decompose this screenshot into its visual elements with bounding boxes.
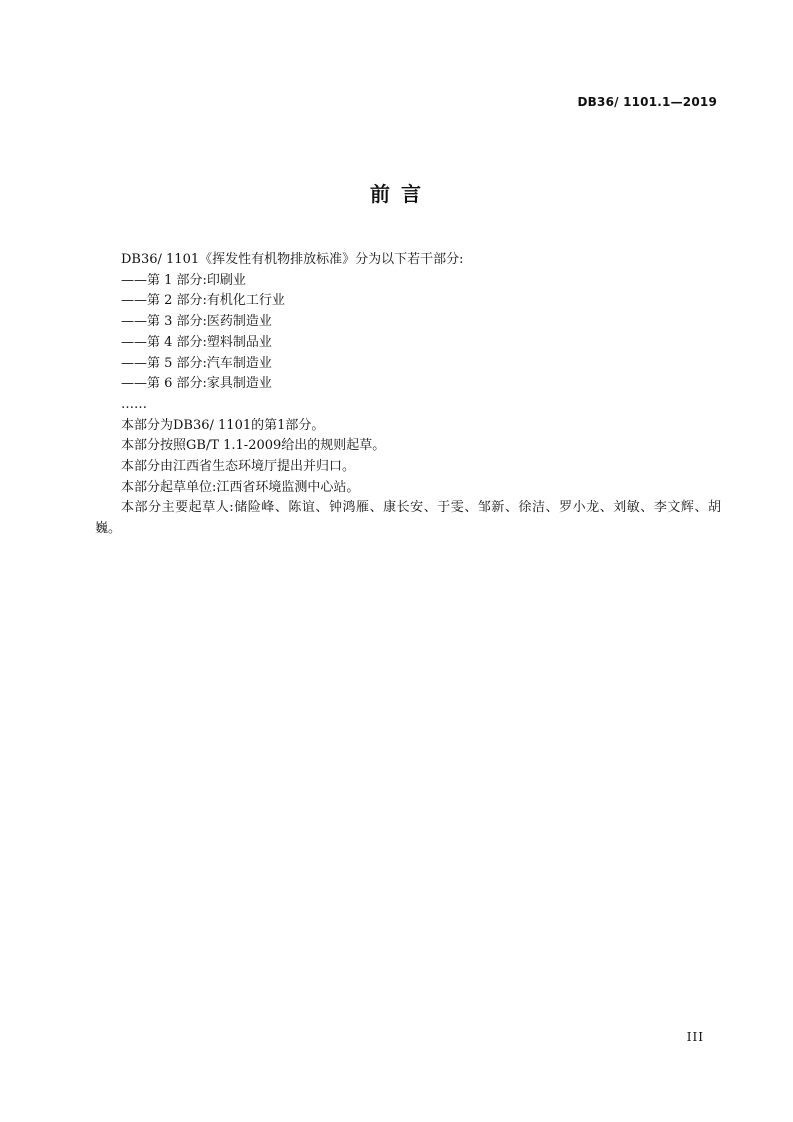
part-list-item: ——第 6 部分:家具制造业 bbox=[121, 376, 272, 392]
page-title: 前 言 bbox=[370, 182, 423, 206]
part-list-item: ——第 5 部分:汽车制造业 bbox=[121, 355, 272, 371]
ellipsis-line: …… bbox=[121, 396, 147, 412]
part-list-item: ——第 2 部分:有机化工行业 bbox=[121, 293, 285, 309]
part-list-item: ——第 4 部分:塑料制品业 bbox=[121, 334, 272, 350]
preface-body bbox=[95, 250, 721, 540]
intro-paragraph: DB36/ 1101《挥发性有机物排放标准》分为以下若干部分: bbox=[121, 252, 464, 267]
standard-code: DB36/ 1101.1—2019 bbox=[577, 95, 717, 109]
drafting-unit-statement: 本部分起草单位:江西省环境监测中心站。 bbox=[121, 479, 360, 495]
part-list-item: ——第 3 部分:医药制造业 bbox=[121, 314, 272, 330]
proposer-statement: 本部分由江西省生态环境厅提出并归口。 bbox=[121, 459, 356, 475]
part-statement: 本部分为DB36/ 1101的第1部分。 bbox=[121, 417, 325, 433]
part-list-item: ——第 1 部分:印刷业 bbox=[121, 272, 246, 288]
page-number: III bbox=[686, 1030, 704, 1044]
drafting-rules-statement: 本部分按照GB/T 1.1-2009给出的规则起草。 bbox=[121, 438, 386, 454]
drafters-statement: 本部分主要起草人:储险峰、陈谊、钟鸿雁、康长安、于雯、邹新、徐洁、罗小龙、刘敏、李文辉、胡巍。 bbox=[95, 500, 721, 537]
